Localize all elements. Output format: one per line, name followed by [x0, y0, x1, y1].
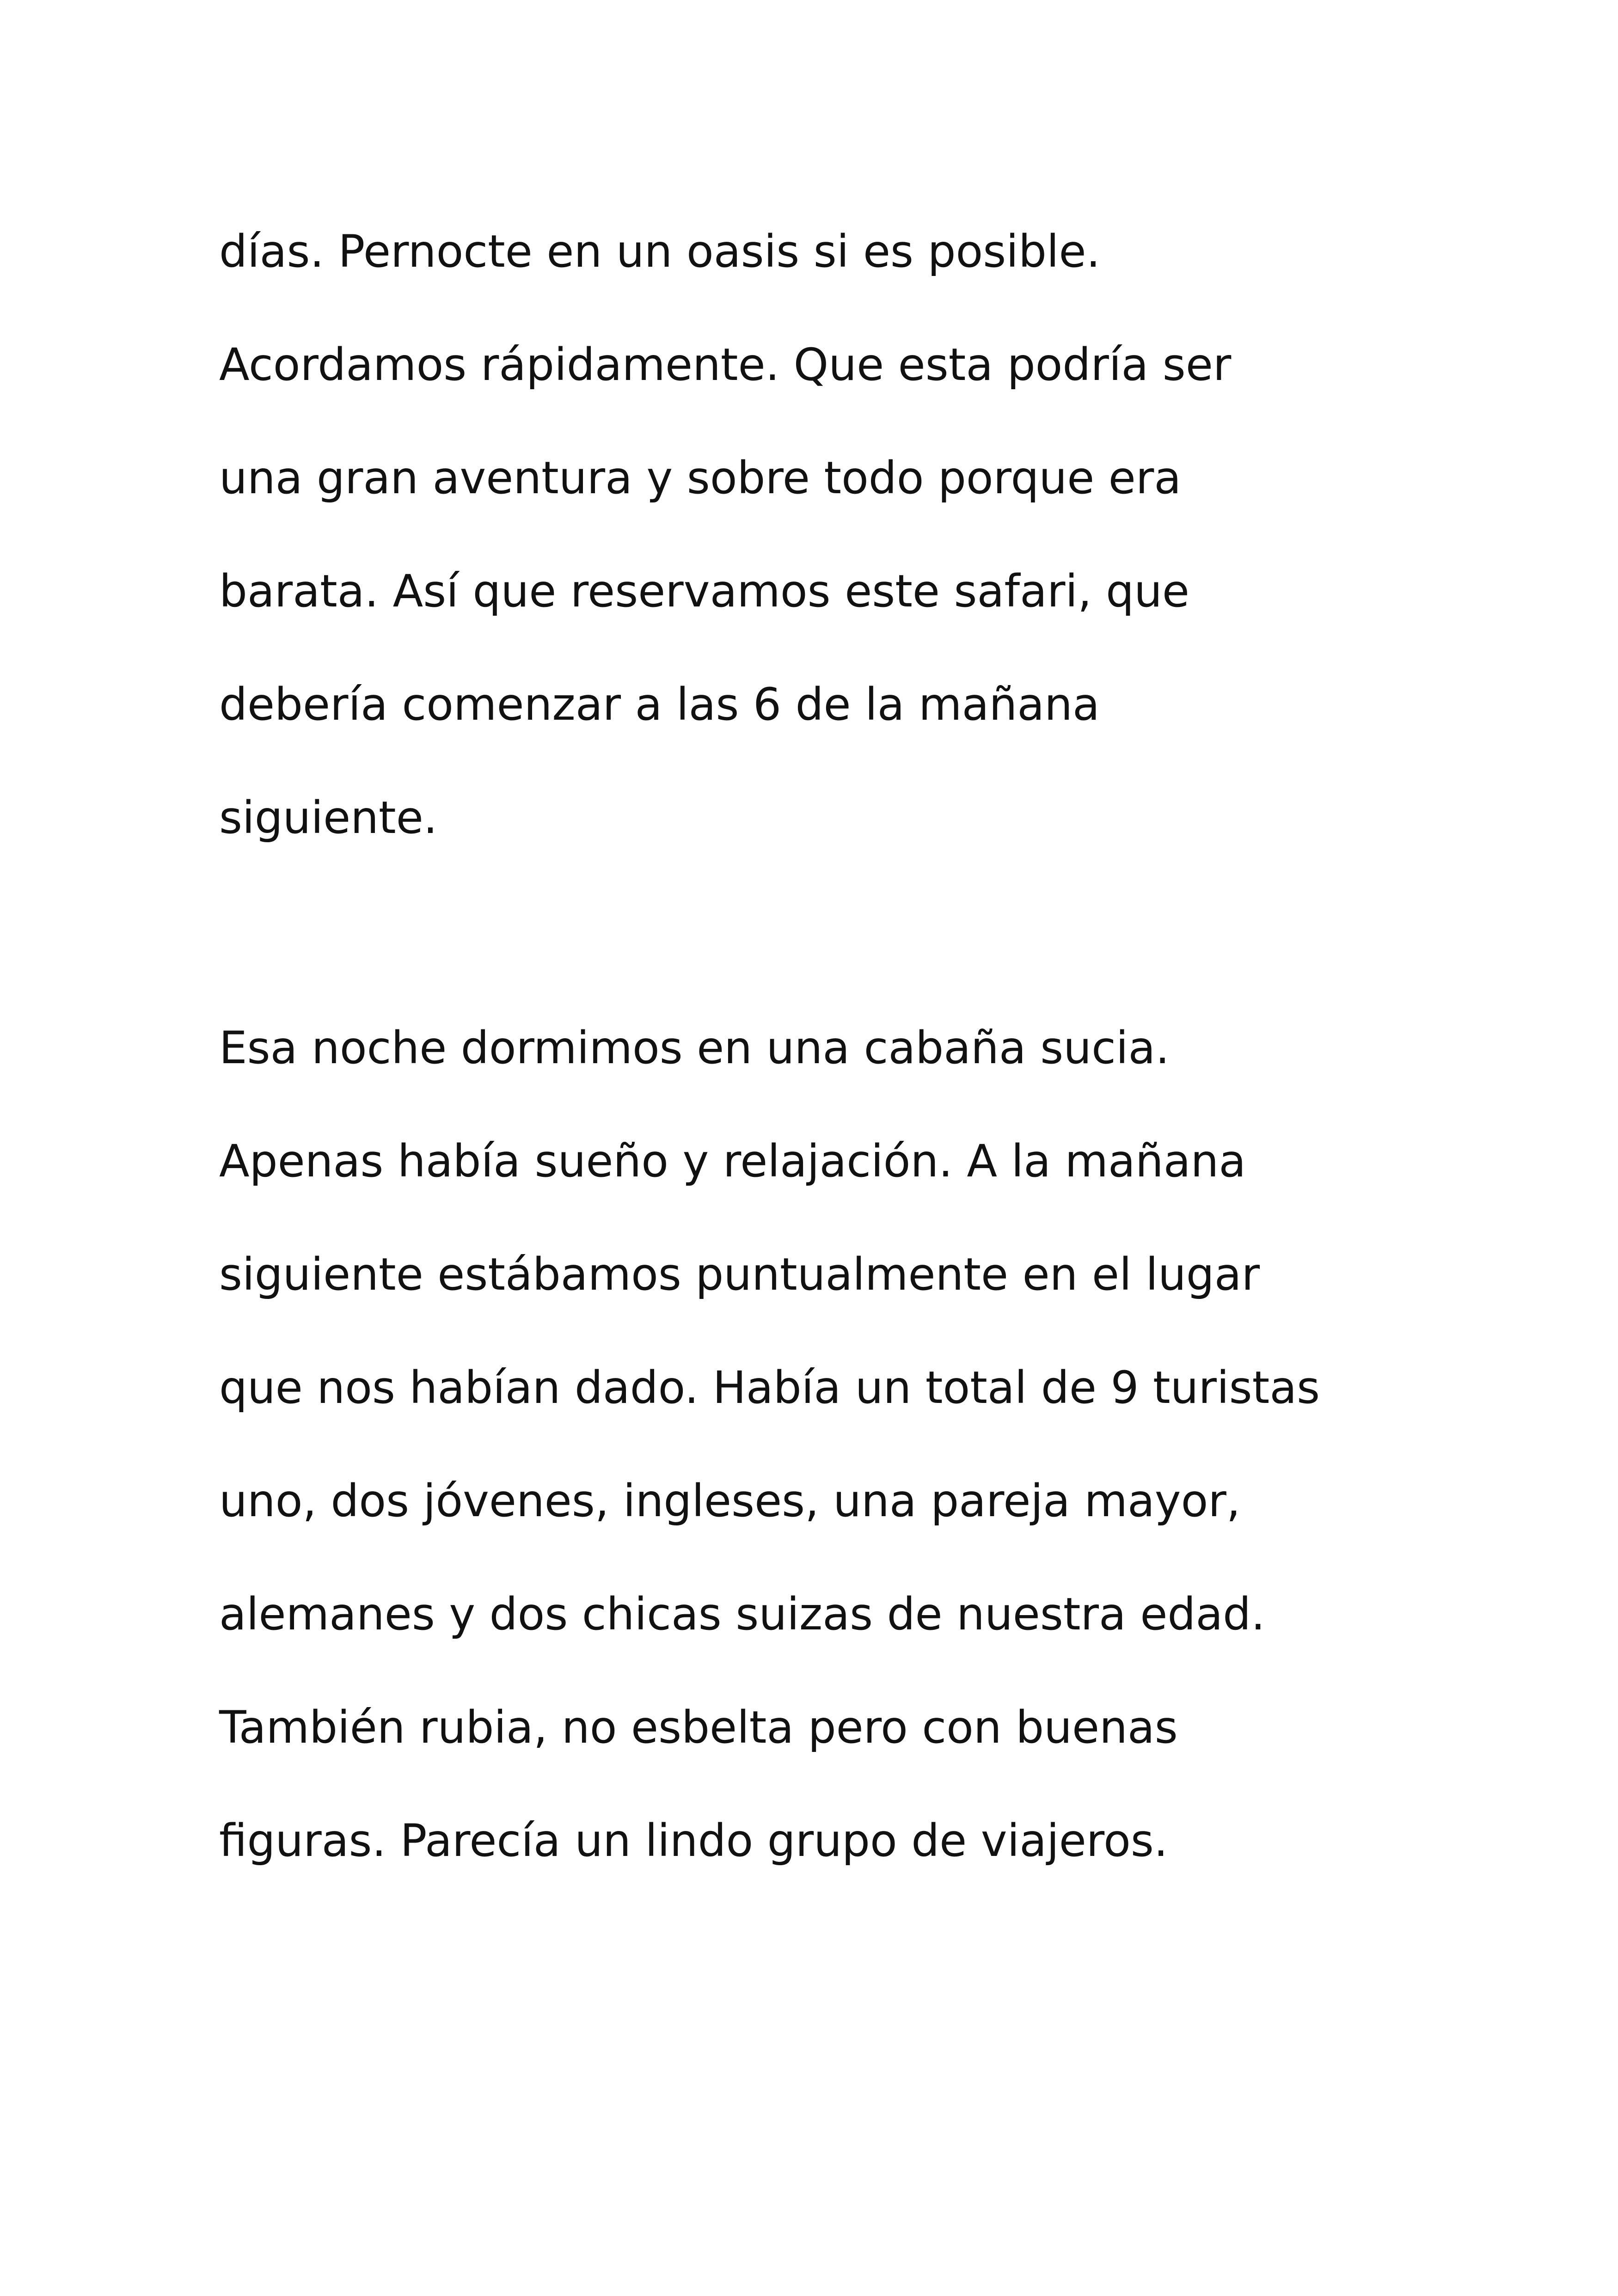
text-line: que nos habían dado. Había un total de 9 turistas — [219, 1362, 1320, 1414]
paragraph-2 — [219, 992, 1560, 1898]
text-line: También rubia, no esbelta pero con buenas — [219, 1702, 1178, 1753]
text-line: alemanes y dos chicas suizas de nuestra edad. — [219, 1588, 1265, 1640]
text-line: figuras. Parecía un lindo grupo de viajeros. — [219, 1815, 1168, 1867]
text-line: debería comenzar a las 6 de la mañana — [219, 679, 1100, 730]
text-line: una gran aventura y sobre todo porque era — [219, 452, 1182, 504]
text-line: uno, dos jóvenes, ingleses, una pareja mayor, — [219, 1475, 1241, 1527]
text-line: Esa noche dormimos en una cabaña sucia. — [219, 1022, 1170, 1074]
text-line: días. Pernocte en un oasis si es posible. — [219, 226, 1101, 277]
text-line: barata. Así que reservamos este safari, que — [219, 565, 1189, 617]
text-line: siguiente estábamos puntualmente en el lugar — [219, 1249, 1260, 1300]
text-line: siguiente. — [219, 792, 438, 844]
text-line: Apenas había sueño y relajación. A la mañana — [219, 1135, 1246, 1187]
text-line: Acordamos rápidamente. Que esta podría ser — [219, 339, 1232, 391]
paragraph-1 — [219, 195, 1560, 875]
